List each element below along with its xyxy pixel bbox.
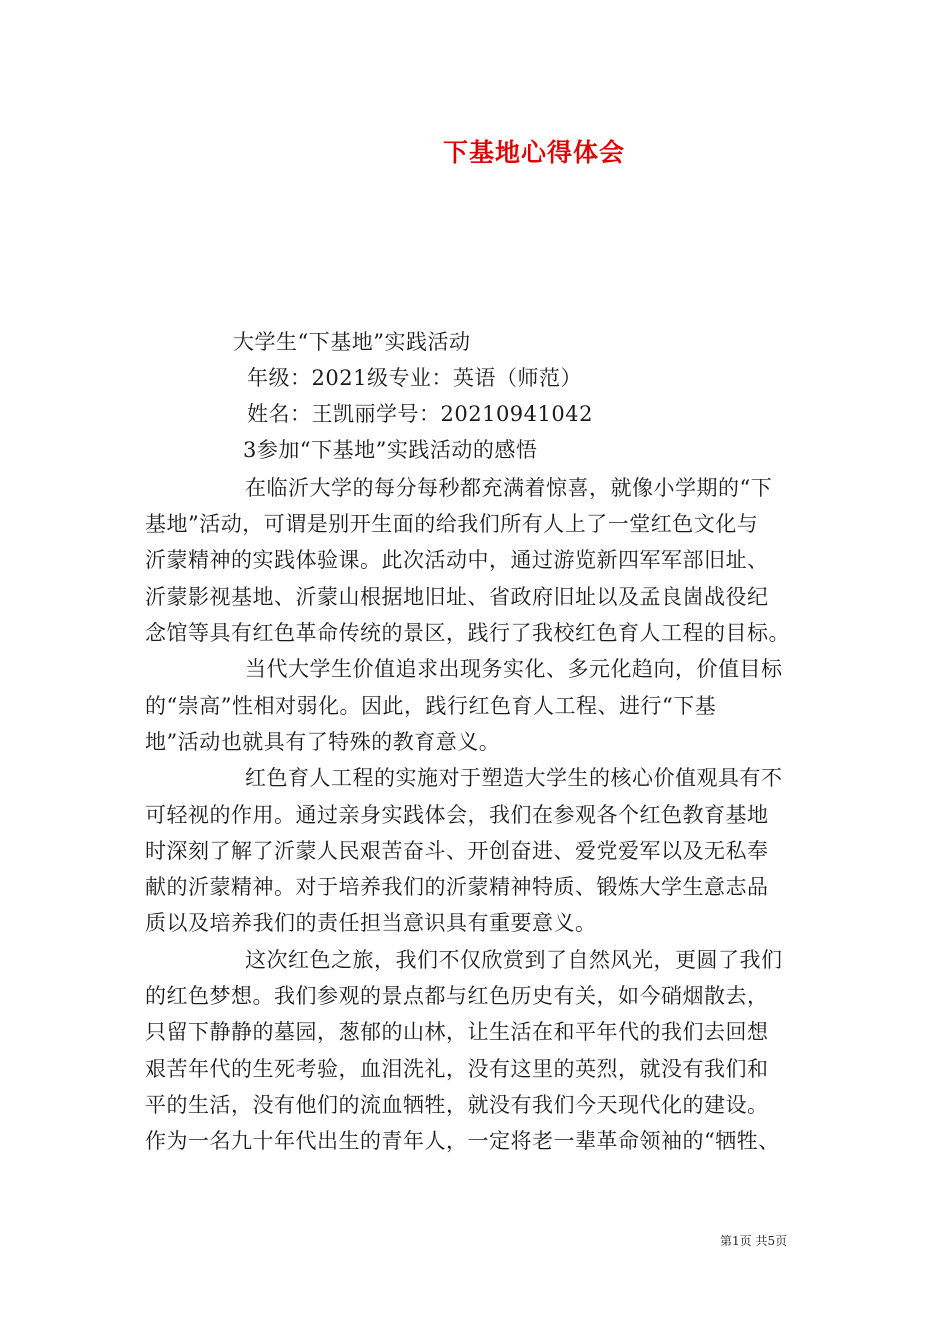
page-number-footer: 第1页 共5页	[720, 1234, 788, 1248]
body-line: 的红色梦想。我们参观的景点都与红色历史有关，如今硝烟散去，	[145, 984, 769, 1008]
name-id-line: 姓名：王凯丽学号：20210941042	[247, 402, 593, 426]
document-title: 下基地心得体会	[442, 138, 625, 167]
body-line: 在临沂大学的每分每秒都充满着惊喜，就像小学期的“下	[245, 476, 773, 500]
body-line: 基地”活动，可谓是别开生面的给我们所有人上了一堂红色文化与	[145, 512, 759, 536]
body-line: 可轻视的作用。通过亲身实践体会，我们在参观各个红色教育基地	[145, 803, 769, 827]
body-line: 红色育人工程的实施对于塑造大学生的核心价值观具有不	[245, 766, 783, 790]
body-line: 当代大学生价值追求出现务实化、多元化趋向，价值目标	[245, 657, 783, 681]
body-line: 质以及培养我们的责任担当意识具有重要意义。	[145, 911, 597, 935]
body-line: 只留下静静的墓园，葱郁的山林，让生活在和平年代的我们去回想	[145, 1020, 769, 1044]
essay-subtitle: 3参加“下基地”实践活动的感悟	[243, 438, 538, 462]
body-line: 献的沂蒙精神。对于培养我们的沂蒙精神特质、锻炼大学生意志品	[145, 875, 769, 899]
body-line: 作为一名九十年代出生的青年人，一定将老一辈革命领袖的“牺牲、	[145, 1129, 780, 1153]
body-line: 沂蒙影视基地、沂蒙山根据地旧址、省政府旧址以及孟良崮战役纪	[145, 585, 769, 609]
body-line: 时深刻了解了沂蒙人民艰苦奋斗、开创奋进、爱党爱军以及无私奉	[145, 839, 769, 863]
body-line: 艰苦年代的生死考验，血泪洗礼，没有这里的英烈，就没有我们和	[145, 1057, 769, 1081]
body-line: 地”活动也就具有了特殊的教育意义。	[145, 730, 501, 754]
body-line: 这次红色之旅，我们不仅欣赏到了自然风光，更圆了我们	[245, 948, 783, 972]
body-line: 沂蒙精神的实践体验课。此次活动中，通过游览新四军军部旧址、	[145, 548, 769, 572]
activity-heading: 大学生“下基地”实践活动	[233, 330, 471, 354]
body-line: 平的生活，没有他们的流血牺牲，就没有我们今天现代化的建设。	[145, 1093, 769, 1117]
grade-major-line: 年级：2021级专业：英语（师范）	[247, 366, 582, 390]
body-line: 念馆等具有红色革命传统的景区，践行了我校红色育人工程的目标。	[145, 621, 790, 645]
body-line: 的“崇高”性相对弱化。因此，践行红色育人工程、进行“下基	[145, 694, 717, 718]
